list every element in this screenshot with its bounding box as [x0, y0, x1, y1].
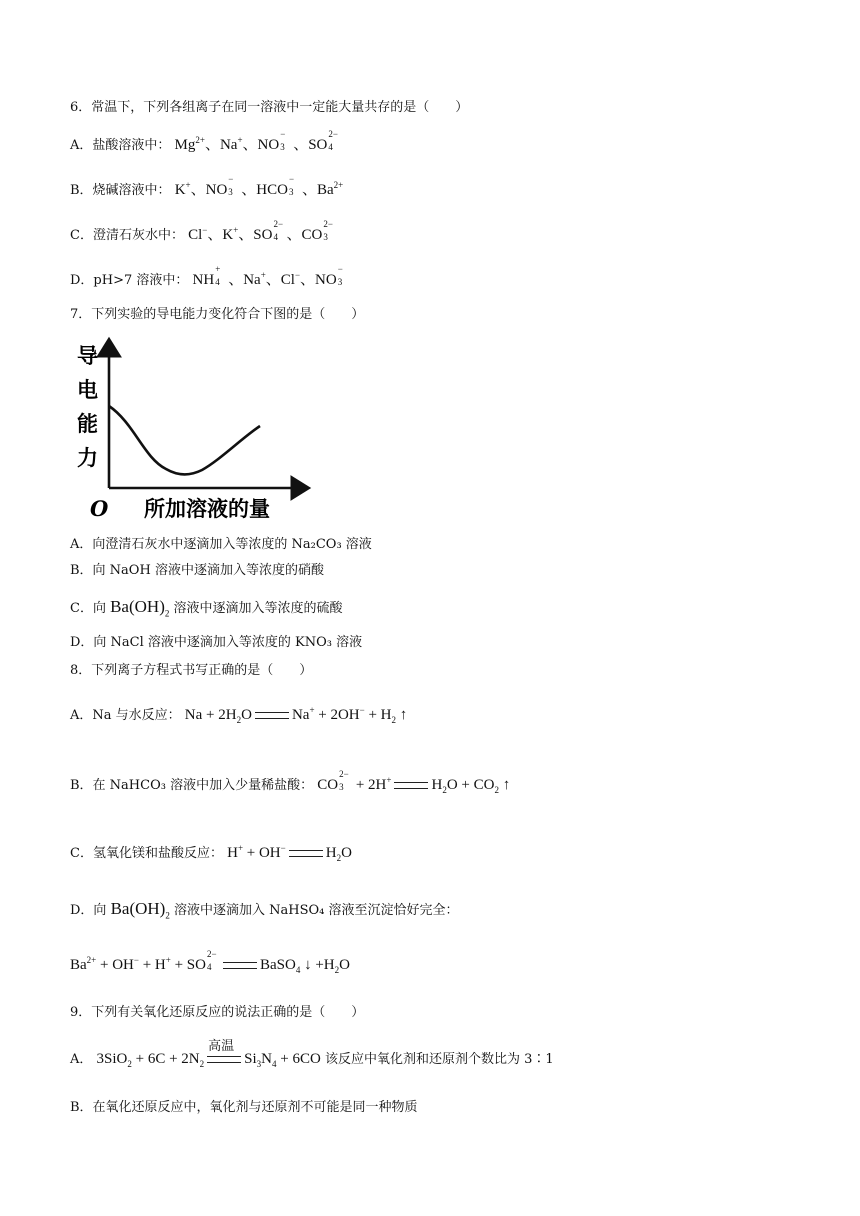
x-axis-label: 所加溶液的量 [144, 497, 270, 521]
q9-stem: 9．下列有关氧化还原反应的说法正确的是（ ） [70, 1005, 365, 1020]
y-label-2: 电 [77, 378, 98, 402]
q8-b-label: B．在 NaHCO₃ 溶液中加入少量稀盐酸： [70, 778, 314, 793]
q6-option-c[interactable] [70, 219, 336, 245]
q9-a-equation: $3SiO_2 + 6C + 2N_2$ 高温 $Si_3N_4 + 6CO$ [96, 1039, 321, 1069]
q6-b-formula: K+、NO − 3 、HCO − 3 、$Ba^{2+}$ [174, 174, 344, 198]
q7-c-prefix: C．向 [70, 601, 106, 616]
q6-c-formula: Cl−、K+、SO 2− 4 、CO 2− 3 [188, 219, 333, 243]
q8-a-label: A．Na 与水反应： [70, 708, 181, 723]
q9-a-condition: 高温 [208, 1039, 235, 1055]
q9-option-a[interactable] [70, 1039, 554, 1069]
q8-option-d[interactable] [70, 900, 459, 920]
origin-label: O [90, 496, 109, 521]
q7-option-c[interactable] [70, 598, 343, 618]
q7-option-b[interactable]: B．向 NaOH 溶液中逐滴加入等浓度的硝酸 [70, 563, 324, 578]
q7-option-a[interactable]: A．向澄清石灰水中逐滴加入等浓度的 Na₂CO₃ 溶液 [70, 537, 372, 552]
y-label-3: 能 [77, 412, 98, 436]
q8-b-equation: CO 2− 3 + 2H+ $H_2O + CO_2$ ↑ [317, 769, 511, 795]
q6-b-label: B．烧碱溶液中： [70, 183, 171, 198]
q6-c-label: C．澄清石灰水中： [70, 228, 184, 243]
q6-option-d[interactable] [70, 264, 351, 290]
q7-c-formula: $Ba(OH)_2$ [110, 597, 170, 619]
q8-a-equation: $Na + 2H_2O$ $Na^+ + 2OH^- + H_2$ ↑ [184, 705, 408, 725]
q8-d-equation: $Ba^{2+} + OH^- + H^+$ + SO 2− 4 BaSO$_4$ ↓ $+H_2O$ [70, 949, 350, 975]
q8-c-equation: H+ + OH− $H_2O$ [227, 843, 352, 863]
y-label-4: 力 [77, 446, 98, 470]
q9-a-label: A． [70, 1052, 93, 1067]
q6-a-formula: $Mg^{2+}$、Na+、NO − 3 、SO 2− 4 [174, 129, 338, 153]
q8-d-prefix: D．向 [70, 903, 107, 918]
q8-option-a[interactable] [70, 706, 407, 725]
q8-c-label: C．氢氧化镁和盐酸反应： [70, 846, 223, 861]
q9-a-tail: 该反应中氧化剂和还原剂个数比为 3∶1 [324, 1052, 554, 1067]
q7-stem: 7．下列实验的导电能力变化符合下图的是（ ） [70, 307, 365, 322]
q6-option-a[interactable] [70, 129, 341, 155]
q6-a-label: A．盐酸溶液中： [70, 138, 171, 153]
q6-d-label: D．pH>7 溶液中： [70, 273, 189, 288]
q8-d-suffix: 溶液中逐滴加入 NaHSO₄ 溶液至沉淀恰好完全： [173, 903, 459, 918]
conductivity-graph [70, 330, 320, 525]
q7-c-suffix: 溶液中逐滴加入等浓度的硫酸 [173, 601, 343, 616]
q6-option-b[interactable] [70, 174, 344, 200]
conductivity-curve [109, 406, 260, 474]
q8-stem: 8．下列离子方程式书写正确的是（ ） [70, 663, 313, 678]
q8-option-b[interactable] [70, 769, 511, 795]
q8-d-formula: $Ba(OH)_2$ [110, 899, 170, 921]
q6-d-formula: NH + 4 、Na+、Cl−、NO − 3 [192, 264, 343, 288]
q6-stem: 6．常温下，下列各组离子在同一溶液中一定能大量共存的是（ ） [70, 100, 469, 115]
q7-option-d[interactable]: D．向 NaCl 溶液中逐滴加入等浓度的 KNO₃ 溶液 [70, 635, 363, 650]
y-label-1: 导 [77, 344, 98, 368]
q9-option-b[interactable]: B．在氧化还原反应中，氧化剂与还原剂不可能是同一种物质 [70, 1100, 418, 1115]
q8-option-c[interactable] [70, 844, 352, 863]
